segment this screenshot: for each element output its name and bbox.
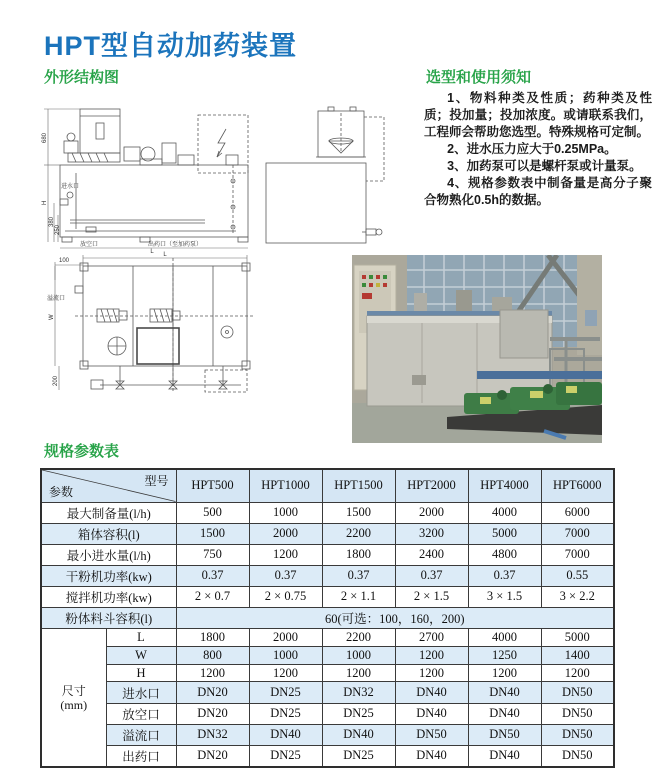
dim-row-label: H	[106, 664, 176, 682]
dim-value: 1000	[249, 646, 322, 664]
note-item-2: 2、进水压力应大于0.25MPa。	[447, 142, 617, 156]
dim-value: DN40	[468, 745, 541, 767]
spec-value: 7000	[541, 544, 614, 565]
spec-value: 2 × 1.1	[322, 586, 395, 607]
dim-380: 380	[49, 216, 55, 227]
dims-group-label: 尺寸 (mm)	[41, 629, 106, 767]
spec-row	[41, 502, 614, 523]
spec-value: 2 × 0.75	[249, 586, 322, 607]
dim-row-label: 放空口	[106, 703, 176, 724]
row-label: 干粉机功率(kw)	[41, 565, 176, 586]
top-view-diagram	[45, 250, 255, 400]
row-span-value: 60(可选：100，160，200)	[176, 608, 614, 629]
dim-value: DN25	[249, 682, 322, 703]
model-header: HPT6000	[541, 469, 614, 502]
spec-value: 1800	[322, 544, 395, 565]
spec-value: 4800	[468, 544, 541, 565]
dim-value: DN20	[176, 745, 249, 767]
dim-value: DN50	[541, 724, 614, 745]
dim-row-label: 出药口	[106, 745, 176, 767]
dim-value: DN40	[249, 724, 322, 745]
dim-w: W	[49, 314, 55, 320]
dim-row	[41, 682, 614, 703]
dim-value: DN32	[176, 724, 249, 745]
dim-h: H	[42, 200, 48, 205]
side-view-diagram	[40, 103, 255, 253]
dim-value: DN20	[176, 682, 249, 703]
dim-value: 1250	[468, 646, 541, 664]
page-title: HPT型自动加药装置	[44, 31, 297, 61]
selection-notes	[424, 90, 652, 209]
spec-value: 2000	[249, 523, 322, 544]
dim-value: 1800	[176, 629, 249, 647]
dim-value: DN40	[468, 682, 541, 703]
dim-value: 5000	[541, 629, 614, 647]
dim-row	[41, 724, 614, 745]
note-item-4: 4、规格参数表中制备量是高分子聚合物熟化0.5h的数据。	[424, 176, 652, 207]
dim-value: DN50	[395, 724, 468, 745]
spec-value: 2200	[322, 523, 395, 544]
dim-value: DN40	[322, 724, 395, 745]
product-photo	[352, 255, 602, 443]
dim-value: 1200	[249, 664, 322, 682]
spec-value: 1500	[322, 502, 395, 523]
dim-value: 4000	[468, 629, 541, 647]
model-header: HPT2000	[395, 469, 468, 502]
spec-value: 0.37	[249, 565, 322, 586]
spec-value: 7000	[541, 523, 614, 544]
spec-value: 2 × 0.7	[176, 586, 249, 607]
dim-l: L	[150, 249, 154, 253]
dim-row	[41, 703, 614, 724]
spec-value: 1200	[249, 544, 322, 565]
dim-value: DN50	[468, 724, 541, 745]
dim-value: 2000	[249, 629, 322, 647]
dim-250: 250	[55, 224, 61, 235]
table-header-row	[41, 469, 614, 502]
dim-row-label: 溢流口	[106, 724, 176, 745]
model-header: HPT1000	[249, 469, 322, 502]
row-label: 箱体容积(l)	[41, 523, 176, 544]
row-label: 粉体料斗容积(l)	[41, 608, 176, 629]
corner-label-param: 参数	[49, 484, 74, 499]
dim-value: 1200	[322, 664, 395, 682]
spec-value: 1500	[176, 523, 249, 544]
label-overflow: 溢流口	[47, 296, 66, 302]
corner-label-model: 型号	[144, 474, 169, 488]
note-item-1: 1、物料种类及性质；药种类及性质；投加量；投加浓度。或请联系我们，工程师会帮助您选型。特殊规格可定制。	[424, 91, 652, 139]
spec-row	[41, 565, 614, 586]
section-heading-selection: 选型和使用须知	[426, 69, 532, 86]
spec-value: 0.37	[322, 565, 395, 586]
spec-row	[41, 586, 614, 607]
dim-value: DN25	[322, 745, 395, 767]
dim-value: 1400	[541, 646, 614, 664]
spec-value: 6000	[541, 502, 614, 523]
dim-value: 2700	[395, 629, 468, 647]
row-label: 搅拌机功率(kw)	[41, 586, 176, 607]
dim-top-l: L	[163, 252, 167, 258]
dim-value: DN32	[322, 682, 395, 703]
spec-row	[41, 608, 614, 629]
dim-value: DN50	[541, 703, 614, 724]
dim-value: DN40	[468, 703, 541, 724]
dim-row	[41, 745, 614, 767]
dim-value: DN50	[541, 682, 614, 703]
dim-row	[41, 646, 614, 664]
dim-row-label: L	[106, 629, 176, 647]
model-header: HPT500	[176, 469, 249, 502]
dim-value: DN25	[322, 703, 395, 724]
spec-value: 3 × 2.2	[541, 586, 614, 607]
dim-value: DN40	[395, 703, 468, 724]
dim-value: DN50	[541, 745, 614, 767]
spec-row	[41, 544, 614, 565]
dim-value: 1200	[395, 664, 468, 682]
dim-value: 1200	[541, 664, 614, 682]
dim-680: 680	[42, 132, 48, 143]
model-header: HPT4000	[468, 469, 541, 502]
spec-value: 2 × 1.5	[395, 586, 468, 607]
spec-value: 5000	[468, 523, 541, 544]
section-heading-structure: 外形结构图	[44, 69, 120, 86]
dim-value: 1200	[395, 646, 468, 664]
row-label: 最大制备量(l/h)	[41, 502, 176, 523]
label-drain: 放空口	[80, 242, 99, 248]
section-heading-specs: 规格参数表	[44, 443, 120, 460]
dim-200: 200	[53, 375, 59, 386]
label-inlet: 进水口	[61, 184, 80, 190]
end-view-diagram	[258, 103, 393, 253]
spec-value: 3200	[395, 523, 468, 544]
dim-value: 1200	[176, 664, 249, 682]
row-label: 最小进水量(l/h)	[41, 544, 176, 565]
label-outlet: 出药口（至加药泵）	[148, 242, 203, 248]
spec-value: 0.37	[176, 565, 249, 586]
dim-value: 1000	[322, 646, 395, 664]
dim-row	[41, 629, 614, 647]
spec-value: 500	[176, 502, 249, 523]
dim-row-label: W	[106, 646, 176, 664]
model-header: HPT1500	[322, 469, 395, 502]
dim-value: 1200	[468, 664, 541, 682]
spec-value: 2400	[395, 544, 468, 565]
spec-value: 0.37	[395, 565, 468, 586]
note-item-3: 3、加药泵可以是螺杆泵或计量泵。	[447, 159, 642, 173]
table-corner-cell	[41, 469, 176, 502]
spec-value: 1000	[249, 502, 322, 523]
dim-value: 2200	[322, 629, 395, 647]
dim-row-label: 进水口	[106, 682, 176, 703]
spec-table	[40, 468, 615, 768]
dim-value: DN25	[249, 703, 322, 724]
spec-row	[41, 523, 614, 544]
spec-value: 3 × 1.5	[468, 586, 541, 607]
dim-100: 100	[59, 258, 70, 264]
spec-value: 4000	[468, 502, 541, 523]
dim-value: DN40	[395, 745, 468, 767]
dim-value: 800	[176, 646, 249, 664]
dim-row	[41, 664, 614, 682]
spec-value: 0.37	[468, 565, 541, 586]
dim-value: DN25	[249, 745, 322, 767]
dim-value: DN40	[395, 682, 468, 703]
spec-value: 2000	[395, 502, 468, 523]
spec-value: 0.55	[541, 565, 614, 586]
spec-value: 750	[176, 544, 249, 565]
dim-value: DN20	[176, 703, 249, 724]
